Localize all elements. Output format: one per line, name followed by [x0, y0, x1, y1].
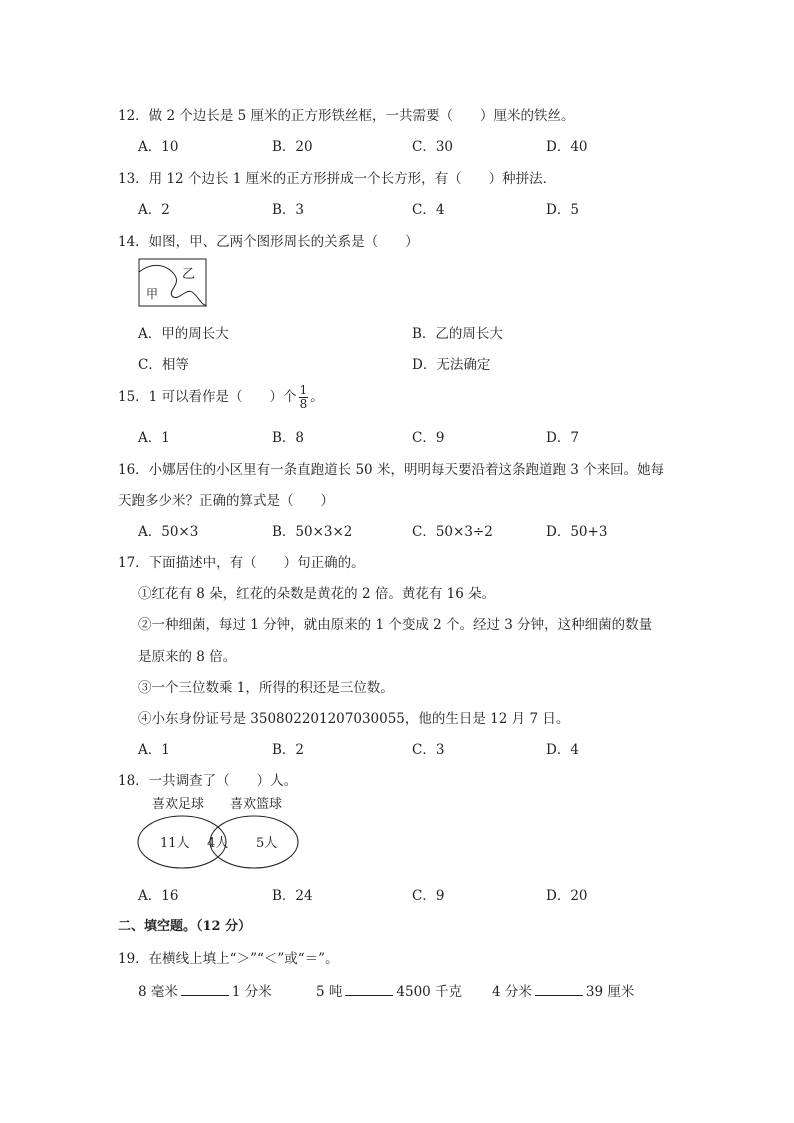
q12-stem: 12．做 2 个边长是 5 厘米的正方形铁丝框，一共需要（ ）厘米的铁丝。 [118, 108, 575, 124]
q18-option-a: A．16 [138, 888, 179, 904]
q14-label-jia: 甲 [146, 287, 159, 301]
q15-fraction-denominator: 8 [299, 397, 308, 411]
q19-item-2-blank[interactable] [345, 983, 393, 996]
q14-option-b: B．乙的周长大 [412, 326, 503, 342]
q17-statement-4: ④小东身份证号是 350802201207030055，他的生日是 12 月 7 日。 [138, 711, 570, 727]
q12-option-d: D．40 [546, 139, 588, 155]
q13-option-a: A．2 [138, 202, 170, 218]
q15-fraction-numerator: 1 [299, 383, 308, 397]
q19-item-3 [492, 980, 634, 1000]
q19-item-1-right: 1 分米 [231, 984, 272, 1000]
q16-option-a: A．50×3 [138, 524, 199, 540]
q17-stem: 17．下面描述中，有（ ）句正确的。 [118, 555, 365, 571]
q17-statement-1: ①红花有 8 朵，红花的朵数是黄花的 2 倍。黄花有 16 朵。 [138, 586, 496, 602]
q15-option-c: C．9 [412, 430, 445, 446]
q19-item-2-right: 4500 千克 [396, 984, 463, 1000]
q15-fraction [299, 384, 309, 411]
q13-option-c: C．4 [412, 202, 445, 218]
q18-venn-diagram [130, 792, 310, 874]
q19-item-3-left: 4 分米 [492, 984, 532, 1000]
q16-option-c: C．50×3÷2 [412, 524, 493, 540]
venn-right-only: 5人 [256, 836, 278, 851]
q17-option-b: B．2 [272, 742, 305, 758]
venn-left-title: 喜欢足球 [152, 797, 205, 812]
q14-figure [138, 258, 208, 308]
q19-item-3-right: 39 厘米 [585, 984, 635, 1000]
q15-stem-before: 15．1 可以看作是（ ）个 [118, 389, 297, 405]
q18-option-c: C．9 [412, 888, 445, 904]
q15-stem [118, 384, 324, 411]
q19-item-1 [138, 980, 272, 1000]
q16-stem-line2: 天跑多少米？正确的算式是（ ） [118, 493, 334, 509]
q17-statement-2-line2: 是原来的 8 倍。 [138, 649, 237, 665]
q12-option-c: C．30 [412, 139, 454, 155]
q17-option-c: C．3 [412, 742, 445, 758]
q17-option-a: A．1 [138, 742, 170, 758]
q16-option-d: D．50+3 [546, 524, 608, 540]
q17-statement-3: ③一个三位数乘 1，所得的积还是三位数。 [138, 680, 394, 696]
q15-stem-after: 。 [310, 389, 324, 405]
section2-title: 二、填空题。（12 分） [118, 919, 252, 934]
q17-option-d: D．4 [546, 742, 579, 758]
q19-stem: 19．在横线上填上“＞”“＜”或“＝”。 [118, 951, 339, 967]
q13-option-d: D．5 [546, 202, 579, 218]
q13-stem: 13．用 12 个边长 1 厘米的正方形拼成一个长方形，有（ ）种拼法． [118, 171, 557, 187]
q19-item-1-left: 8 毫米 [138, 984, 178, 1000]
q12-option-a: A．10 [138, 139, 179, 155]
q14-option-a: A．甲的周长大 [138, 326, 229, 342]
q19-item-2 [316, 980, 462, 1000]
q14-option-d: D．无法确定 [412, 357, 491, 373]
q12-option-b: B．20 [272, 139, 313, 155]
venn-left-only: 11人 [160, 836, 190, 851]
q14-label-yi: 乙 [182, 267, 196, 282]
q19-item-2-left: 5 吨 [316, 984, 343, 1000]
q18-option-b: B．24 [272, 888, 313, 904]
q19-item-1-blank[interactable] [181, 983, 229, 996]
q17-statement-2-line1: ②一种细菌，每过 1 分钟，就由原来的 1 个变成 2 个。经过 3 分钟，这种细菌的数量 [138, 617, 653, 633]
q16-stem-line1: 16．小娜居住的小区里有一条直跑道长 50 米，明明每天要沿着这条跑道跑 3 个来回。她每 [118, 462, 665, 478]
q15-option-d: D．7 [546, 430, 579, 446]
q15-option-a: A．1 [138, 430, 170, 446]
venn-right-title: 喜欢篮球 [230, 797, 283, 812]
q13-option-b: B．3 [272, 202, 305, 218]
q19-item-3-blank[interactable] [535, 983, 583, 996]
q14-stem: 14．如图，甲、乙两个图形周长的关系是（ ） [118, 234, 419, 250]
q18-stem: 18．一共调查了（ ）人。 [118, 773, 298, 789]
q15-option-b: B．8 [272, 430, 305, 446]
q18-option-d: D．20 [546, 888, 588, 904]
q14-option-c: C．相等 [138, 357, 189, 373]
venn-both: 4人 [207, 836, 229, 851]
q16-option-b: B．50×3×2 [272, 524, 353, 540]
